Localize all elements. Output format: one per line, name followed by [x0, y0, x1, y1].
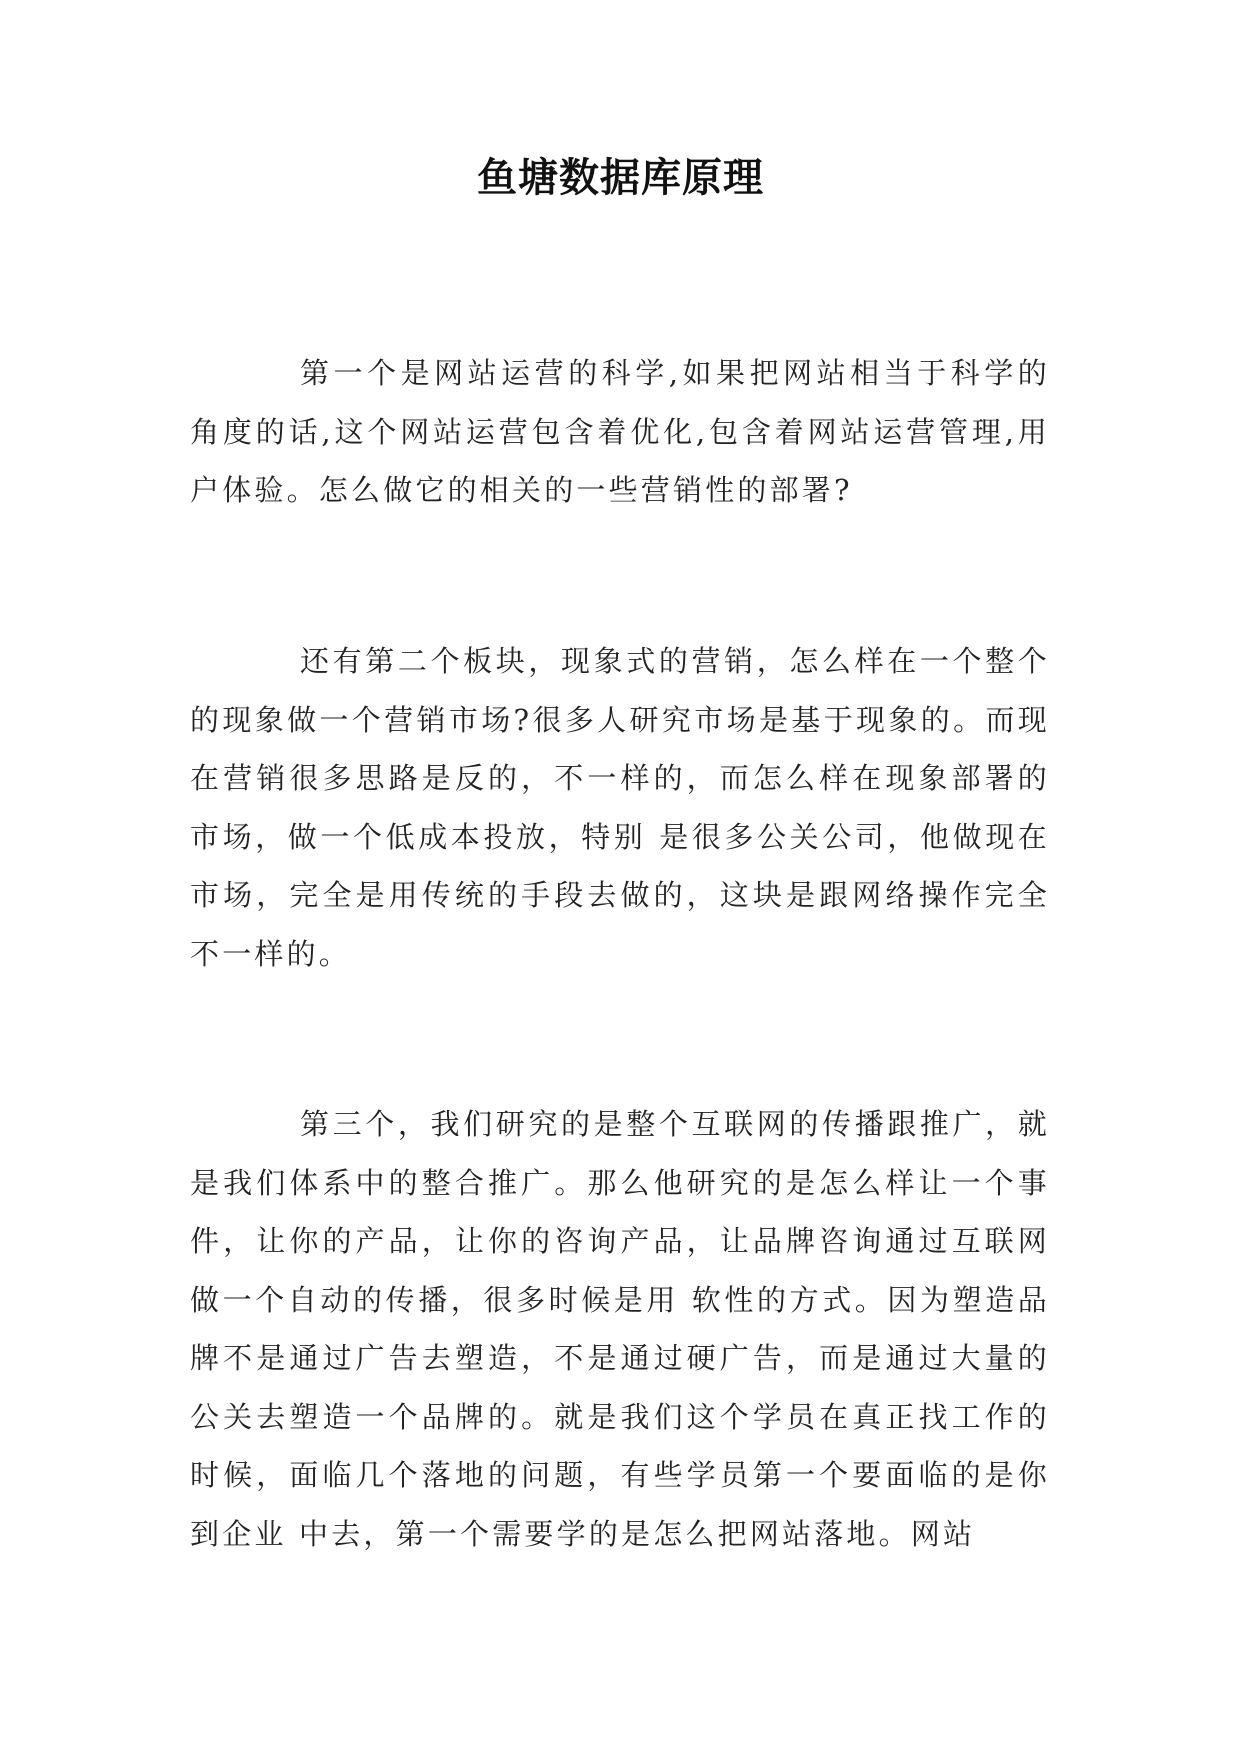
paragraph-3: 第三个，我们研究的是整个互联网的传播跟推广，就是我们体系中的整合推广。那么他研究的是怎么样让一个事件，让你的产品，让你的咨询产品，让品牌咨询通过互联网做一个自动的传播，很多时候是用 软性的方式。因为塑造品牌不是通过广告去塑造，不是通过硬广告，而是通过大量的公关去塑造一个品牌的。就是我们这个学员在真正找工作的时候，面临几个落地的问题，有些学员第一个要面临的是你到企业 中去，第一个需要学的是怎么把网站落地。网站 — [190, 1107, 1050, 1551]
paragraph-1: 第一个是网站运营的科学,如果把网站相当于科学的角度的话,这个网站运营包含着优化,包含着网站运营管理,用户体验。怎么做它的相关的一些营销性的部署? — [190, 356, 1050, 507]
paragraph-2: 还有第二个板块，现象式的营销，怎么样在一个整个的现象做一个营销市场?很多人研究市场是基于现象的。而现在营销很多思路是反的，不一样的，而怎么样在现象部署的市场，做一个低成本投放，特别 是很多公关公司，他做现在市场，完全是用传统的手段去做的，这块是跟网络操作完全不一样的。 — [190, 644, 1050, 971]
document-title: 鱼塘数据库原理 — [477, 154, 764, 201]
